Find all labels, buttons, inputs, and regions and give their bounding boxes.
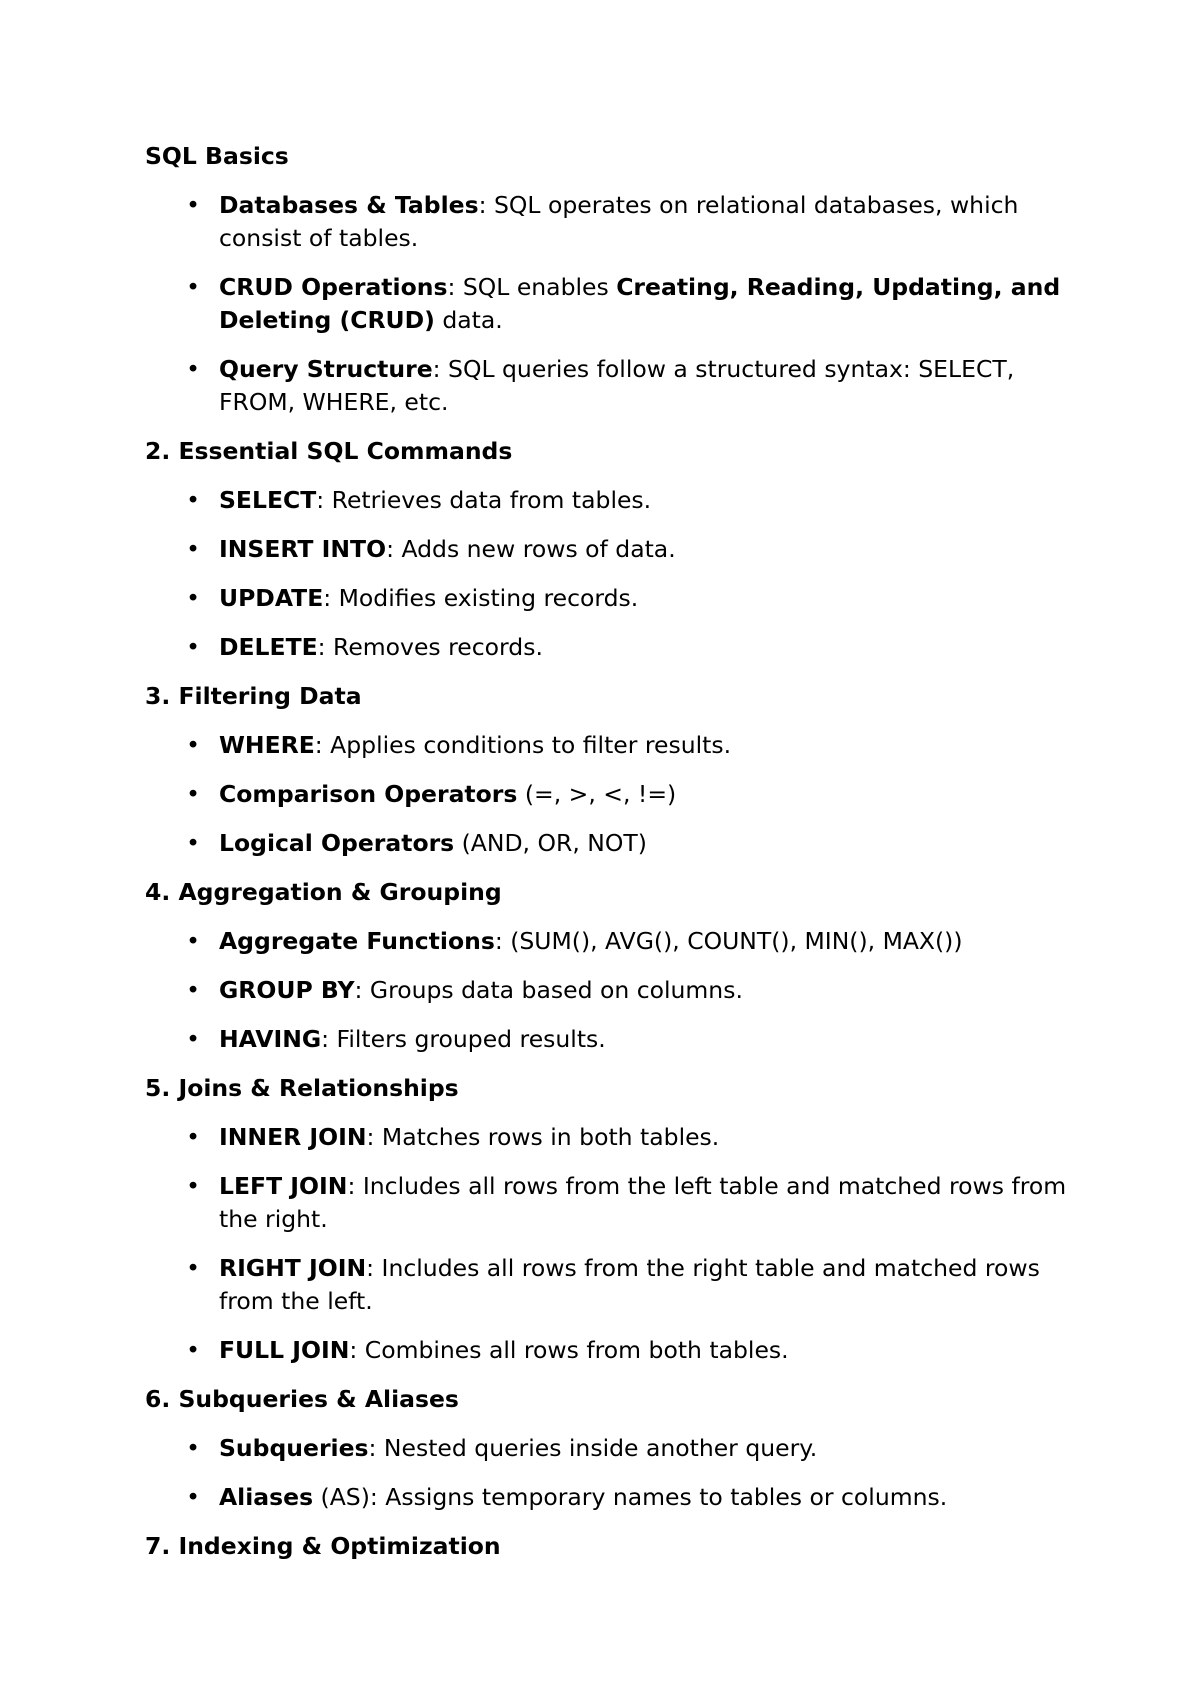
item-term: WHERE bbox=[219, 731, 315, 759]
item-text: : Applies conditions to filter results. bbox=[314, 731, 732, 759]
item-text: : Matches rows in both tables. bbox=[366, 1123, 720, 1151]
item-term: HAVING bbox=[219, 1025, 322, 1053]
bullet-icon: • bbox=[186, 633, 200, 661]
bullet-icon: • bbox=[186, 731, 200, 759]
item-text: : Includes all rows from the right table and matched rows from the left. bbox=[219, 1254, 1040, 1315]
list-item bbox=[145, 925, 1075, 958]
item-term: GROUP BY bbox=[219, 976, 355, 1004]
section-heading: 3. Filtering Data bbox=[145, 682, 362, 710]
list-item bbox=[145, 271, 1075, 337]
item-text: : Includes all rows from the left table and matched rows from the right. bbox=[219, 1172, 1067, 1233]
item-text: : Modifies existing records. bbox=[323, 584, 639, 612]
bullet-icon: • bbox=[186, 273, 200, 301]
item-term: Aliases bbox=[219, 1483, 314, 1511]
bullet-icon: • bbox=[186, 584, 200, 612]
document-content bbox=[145, 140, 1075, 1579]
list-item bbox=[145, 974, 1075, 1007]
item-text: (AS): Assigns temporary names to tables or columns. bbox=[313, 1483, 948, 1511]
bullet-icon: • bbox=[186, 976, 200, 1004]
list-item bbox=[145, 484, 1075, 517]
bullet-list bbox=[145, 925, 1075, 1056]
bullet-list bbox=[145, 729, 1075, 860]
item-term: Logical Operators bbox=[219, 829, 455, 857]
item-term: Subqueries bbox=[219, 1434, 369, 1462]
section-heading: SQL Basics bbox=[145, 142, 289, 170]
item-text: : Combines all rows from both tables. bbox=[349, 1336, 789, 1364]
bullet-list bbox=[145, 189, 1075, 419]
bullet-icon: • bbox=[186, 1434, 200, 1462]
bullet-icon: • bbox=[186, 780, 200, 808]
item-term: RIGHT JOIN bbox=[219, 1254, 367, 1282]
item-term: Aggregate Functions bbox=[219, 927, 495, 955]
bullet-icon: • bbox=[186, 535, 200, 563]
item-text: : Retrieves data from tables. bbox=[316, 486, 652, 514]
item-text: : Nested queries inside another query. bbox=[368, 1434, 818, 1462]
list-item bbox=[145, 827, 1075, 860]
section-heading: 6. Subqueries & Aliases bbox=[145, 1385, 459, 1413]
item-text: (AND, OR, NOT) bbox=[454, 829, 647, 857]
item-text: : Groups data based on columns. bbox=[354, 976, 743, 1004]
item-term: Query Structure bbox=[219, 355, 433, 383]
item-term: UPDATE bbox=[219, 584, 324, 612]
bullet-icon: • bbox=[186, 486, 200, 514]
item-term: Comparison Operators bbox=[219, 780, 518, 808]
item-term: INSERT INTO bbox=[219, 535, 387, 563]
item-term: SELECT bbox=[219, 486, 317, 514]
item-term: LEFT JOIN bbox=[219, 1172, 348, 1200]
bullet-icon: • bbox=[186, 1025, 200, 1053]
bullet-icon: • bbox=[186, 1483, 200, 1511]
list-item bbox=[145, 582, 1075, 615]
list-item bbox=[145, 1481, 1075, 1514]
section-heading: 2. Essential SQL Commands bbox=[145, 437, 513, 465]
bullet-icon: • bbox=[186, 1123, 200, 1151]
item-text: : SQL enables bbox=[447, 273, 617, 301]
item-text: : Filters grouped results. bbox=[321, 1025, 606, 1053]
bullet-list bbox=[145, 484, 1075, 664]
item-term: DELETE bbox=[219, 633, 318, 661]
bullet-list bbox=[145, 1432, 1075, 1514]
list-item bbox=[145, 631, 1075, 664]
list-item bbox=[145, 778, 1075, 811]
list-item bbox=[145, 1252, 1075, 1318]
section-heading: 4. Aggregation & Grouping bbox=[145, 878, 502, 906]
bullet-icon: • bbox=[186, 1336, 200, 1364]
bullet-icon: • bbox=[186, 355, 200, 383]
list-item bbox=[145, 1432, 1075, 1465]
item-term: Databases & Tables bbox=[219, 191, 479, 219]
item-text: : SQL operates on relational databases, which consist of tables. bbox=[219, 191, 1019, 252]
section-heading: 7. Indexing & Optimization bbox=[145, 1532, 501, 1560]
bullet-icon: • bbox=[186, 1172, 200, 1200]
item-text: : (SUM(), AVG(), COUNT(), MIN(), MAX()) bbox=[494, 927, 963, 955]
item-term: INNER JOIN bbox=[219, 1123, 367, 1151]
item-text: : Removes records. bbox=[317, 633, 543, 661]
list-item bbox=[145, 533, 1075, 566]
bullet-icon: • bbox=[186, 927, 200, 955]
bullet-icon: • bbox=[186, 829, 200, 857]
list-item bbox=[145, 353, 1075, 419]
item-text-end: data. bbox=[434, 306, 503, 334]
item-term: FULL JOIN bbox=[219, 1336, 350, 1364]
item-text: : Adds new rows of data. bbox=[386, 535, 676, 563]
list-item bbox=[145, 1170, 1075, 1236]
item-text: : SQL queries follow a structured syntax: SELECT, FROM, WHERE, etc. bbox=[219, 355, 1015, 416]
bullet-list bbox=[145, 1121, 1075, 1367]
list-item bbox=[145, 1023, 1075, 1056]
bullet-icon: • bbox=[186, 1254, 200, 1282]
list-item bbox=[145, 729, 1075, 762]
item-term: CRUD Operations bbox=[219, 273, 448, 301]
item-emphasis: Creating, Reading, Updating, and Deleting (CRUD) bbox=[219, 273, 1061, 334]
list-item bbox=[145, 1334, 1075, 1367]
bullet-icon: • bbox=[186, 191, 200, 219]
list-item bbox=[145, 1121, 1075, 1154]
list-item bbox=[145, 189, 1075, 255]
item-text: (=, >, <, !=) bbox=[517, 780, 677, 808]
section-heading: 5. Joins & Relationships bbox=[145, 1074, 459, 1102]
